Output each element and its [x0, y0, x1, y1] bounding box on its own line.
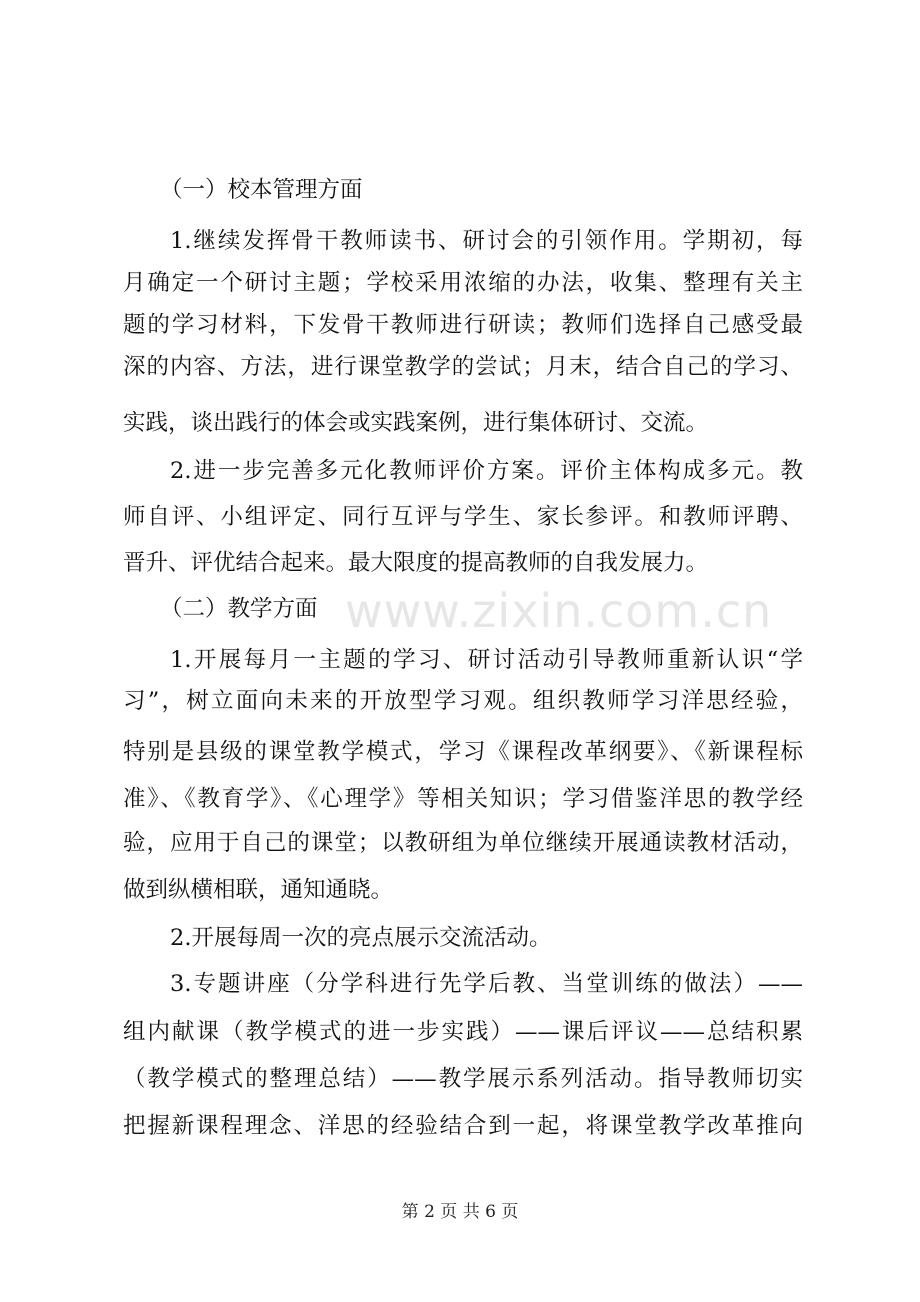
paragraph-line: 月确定一个研讨主题；学校采用浓缩的办法，收集、整理有关主 [123, 270, 803, 296]
paragraph-line: 组内献课（教学模式的进一步实践）——课后评议——总结积累 [123, 1019, 803, 1045]
paragraph-line: （教学模式的整理总结）——教学展示系列活动。指导教师切实 [123, 1066, 803, 1092]
paragraph-line: 2.开展每周一次的亮点展示交流活动。 [170, 925, 552, 951]
paragraph-line: 做到纵横相联，通知通晓。 [123, 877, 394, 903]
paragraph-line: 题的学习材料，下发骨干教师进行研读；教师们选择自己感受最 [123, 312, 803, 338]
paragraph-line: 3.专题讲座（分学科进行先学后教、当堂训练的做法）—— [170, 971, 803, 997]
paragraph-line: 深的内容、方法，进行课堂教学的尝试；月末，结合自己的学习、 [123, 354, 803, 380]
paragraph-line: 特别是县级的课堂教学模式，学习《课程改革纲要》、《新课程标 [123, 739, 803, 765]
paragraph-line: 习”，树立面向未来的开放型学习观。组织教师学习洋思经验， [123, 688, 803, 714]
paragraph-line: 晋升、评优结合起来。最大限度的提高教师的自我发展力。 [123, 550, 709, 576]
paragraph-line: 准》、《教育学》、《心理学》等相关知识；学习借鉴洋思的教学经 [123, 786, 803, 812]
watermark: www.zixin.com.cn [345, 584, 773, 638]
paragraph-line: 验，应用于自己的课堂；以教研组为单位继续开展通读教材活动， [123, 830, 803, 856]
paragraph-line: 1.开展每月一主题的学习、研讨活动引导教师重新认识“学 [170, 647, 803, 673]
paragraph-line: 师自评、小组评定、同行互评与学生、家长参评。和教师评聘、 [123, 504, 803, 530]
section-heading-school-management: （一）校本管理方面 [160, 177, 363, 203]
paragraph-line: 把握新课程理念、洋思的经验结合到一起，将课堂教学改革推向 [123, 1113, 803, 1139]
paragraph-line: 2.进一步完善多元化教师评价方案。评价主体构成多元。教 [170, 458, 803, 484]
paragraph-line: 实践，谈出践行的体会或实践案例，进行集体研讨、交流。 [123, 410, 709, 436]
section-heading-teaching: （二）教学方面 [160, 596, 318, 622]
paragraph-line: 1.继续发挥骨干教师读书、研讨会的引领作用。学期初，每 [170, 228, 803, 254]
page-footer: 第 2 页 共 6 页 [401, 1202, 519, 1222]
